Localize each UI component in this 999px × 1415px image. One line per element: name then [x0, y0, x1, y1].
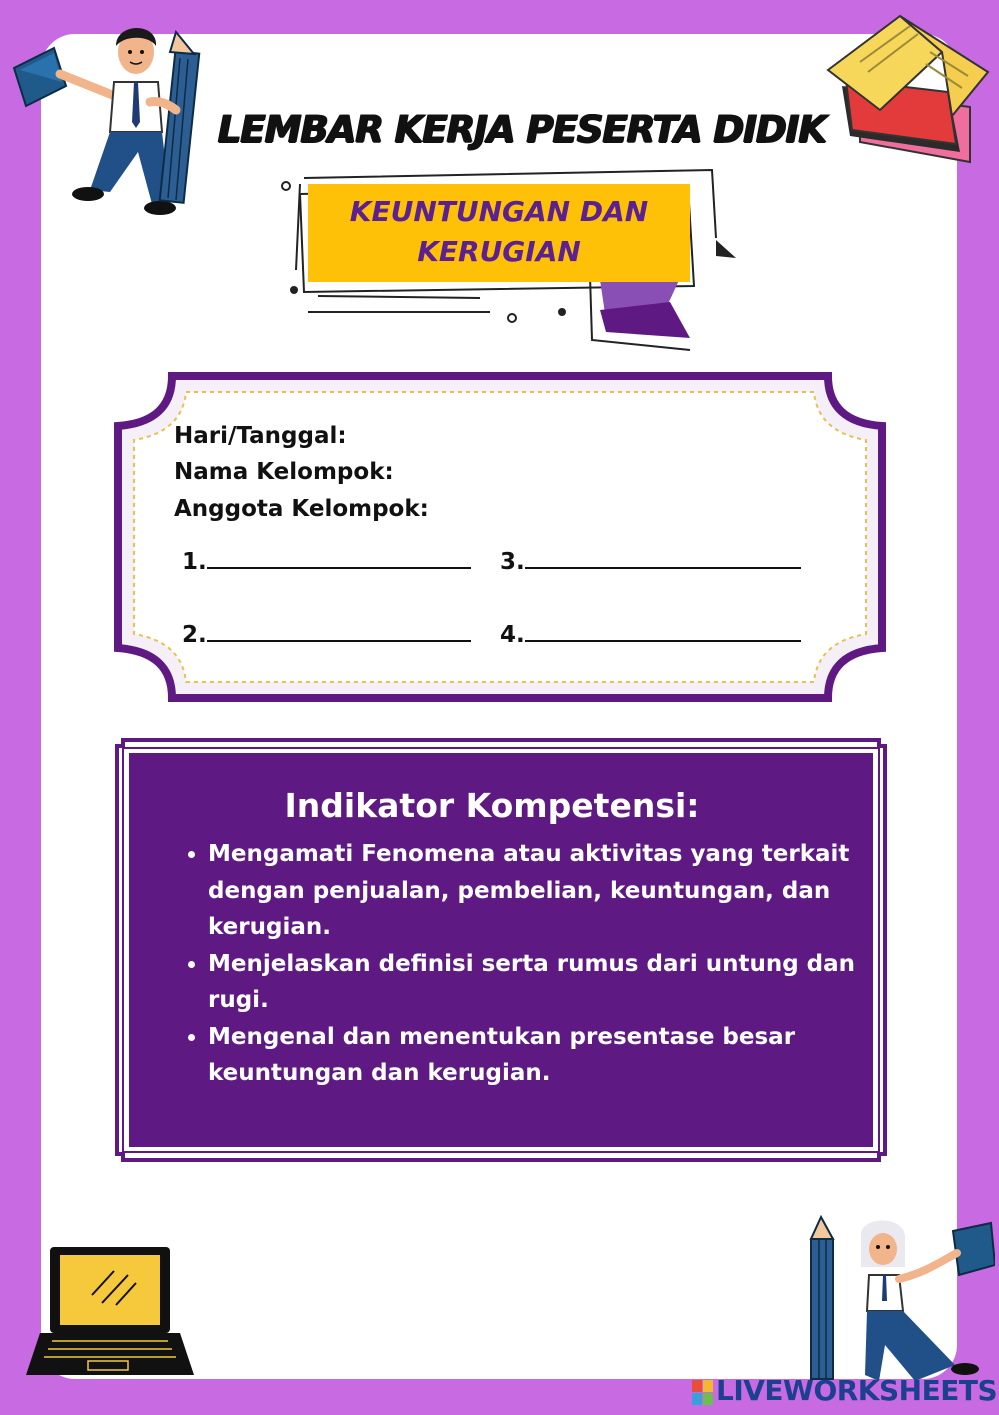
member-slot-2[interactable]: 2. [182, 620, 471, 648]
topic-line-1: KEUNTUNGAN DAN [349, 195, 649, 228]
identity-card [112, 370, 888, 704]
indicators-title: Indikator Kompetensi: [284, 786, 700, 825]
indicator-item: • Mengamati Fenomena atau aktivitas yang terkait dengan penjualan, pembelian, keuntungan, dan kerugian. [208, 836, 868, 946]
boy-student-icon [10, 22, 225, 222]
book-icon [953, 1223, 995, 1275]
worksheet-title: LEMBAR KERJA PESERTA DIDIK [217, 108, 827, 151]
girl-student-icon [795, 1215, 995, 1385]
member-slot-3[interactable]: 3. [500, 547, 801, 575]
group-name-label: Nama Kelompok: [174, 459, 394, 485]
open-books-icon [820, 12, 995, 172]
indicators-list [176, 836, 868, 1092]
watermark-text: LIVEWORKSHEETS [716, 1374, 998, 1407]
liveworksheets-logo-icon [692, 1380, 714, 1406]
date-label: Hari/Tanggal: [174, 423, 347, 449]
indicator-item: • Menjelaskan definisi serta rumus dari untung dan rugi. [208, 946, 868, 1019]
topic-banner [270, 160, 740, 360]
pencil-icon [811, 1217, 833, 1379]
member-slot-1[interactable]: 1. [182, 547, 471, 575]
indicator-item: • Mengenal dan menentukan presentase besar keuntungan dan kerugian. [208, 1019, 868, 1092]
member-slot-4[interactable]: 4. [500, 620, 801, 648]
members-label: Anggota Kelompok: [174, 496, 429, 522]
laptop-icon [22, 1245, 197, 1380]
topic-line-2: KERUGIAN [417, 235, 581, 268]
